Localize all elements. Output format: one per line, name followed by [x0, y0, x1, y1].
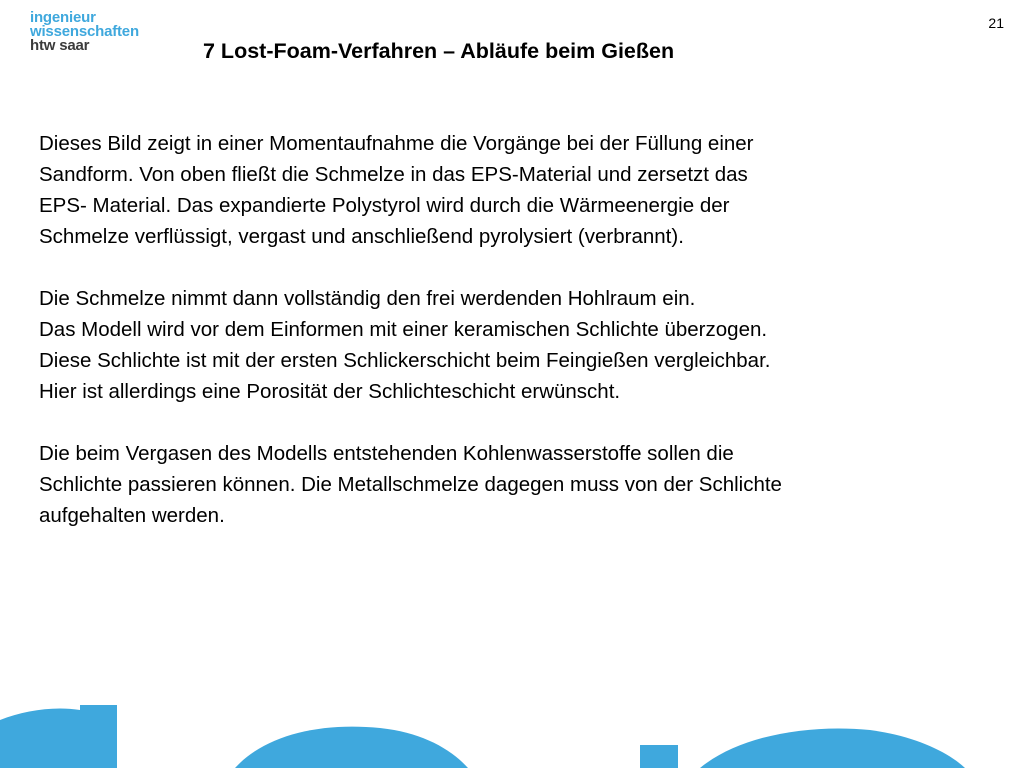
text-line: Die Schmelze nimmt dann vollständig den frei werdenden Hohlraum ein. [39, 287, 696, 310]
text-line: Hier ist allerdings eine Porosität der Schlichteschicht erwünscht. [39, 380, 621, 403]
logo-line-2: wissenschaften [30, 23, 139, 40]
text-line: Schlichte passieren können. Die Metallschmelze dagegen muss von der Schlichte [39, 473, 782, 496]
text-line: Die beim Vergasen des Modells entstehenden Kohlenwasserstoffe sollen die [39, 442, 734, 465]
paragraph-3 [39, 438, 999, 531]
paragraph-2 [39, 283, 999, 407]
page-number: 21 [988, 15, 1004, 31]
text-line: aufgehalten werden. [39, 504, 225, 527]
text-line: Diese Schlichte ist mit der ersten Schlickerschicht beim Feingießen vergleichbar. [39, 349, 771, 372]
text-line: EPS- Material. Das expandierte Polystyrol wird durch die Wärmeenergie der [39, 194, 730, 217]
deco-shape-right [700, 728, 965, 768]
text-line: Sandform. Von oben fließt die Schmelze in das EPS-Material und zersetzt das [39, 163, 748, 186]
deco-shape-middle [235, 727, 468, 768]
text-line: Schmelze verflüssigt, vergast und anschließend pyrolysiert (verbrannt). [39, 225, 684, 248]
slide-title: 7 Lost-Foam-Verfahren – Abläufe beim Gießen [203, 39, 675, 63]
deco-shape-left [0, 705, 117, 768]
htw-saar-logo [30, 11, 139, 53]
paragraph-1 [39, 128, 999, 252]
slide-body [39, 128, 999, 562]
logo-line-3: htw saar [30, 37, 90, 54]
logo-line-1: ingenieur [30, 9, 96, 26]
deco-shape-block [640, 745, 678, 768]
text-line: Dieses Bild zeigt in einer Momentaufnahme die Vorgänge bei der Füllung einer [39, 132, 754, 155]
text-line: Das Modell wird vor dem Einformen mit einer keramischen Schlichte überzogen. [39, 318, 768, 341]
